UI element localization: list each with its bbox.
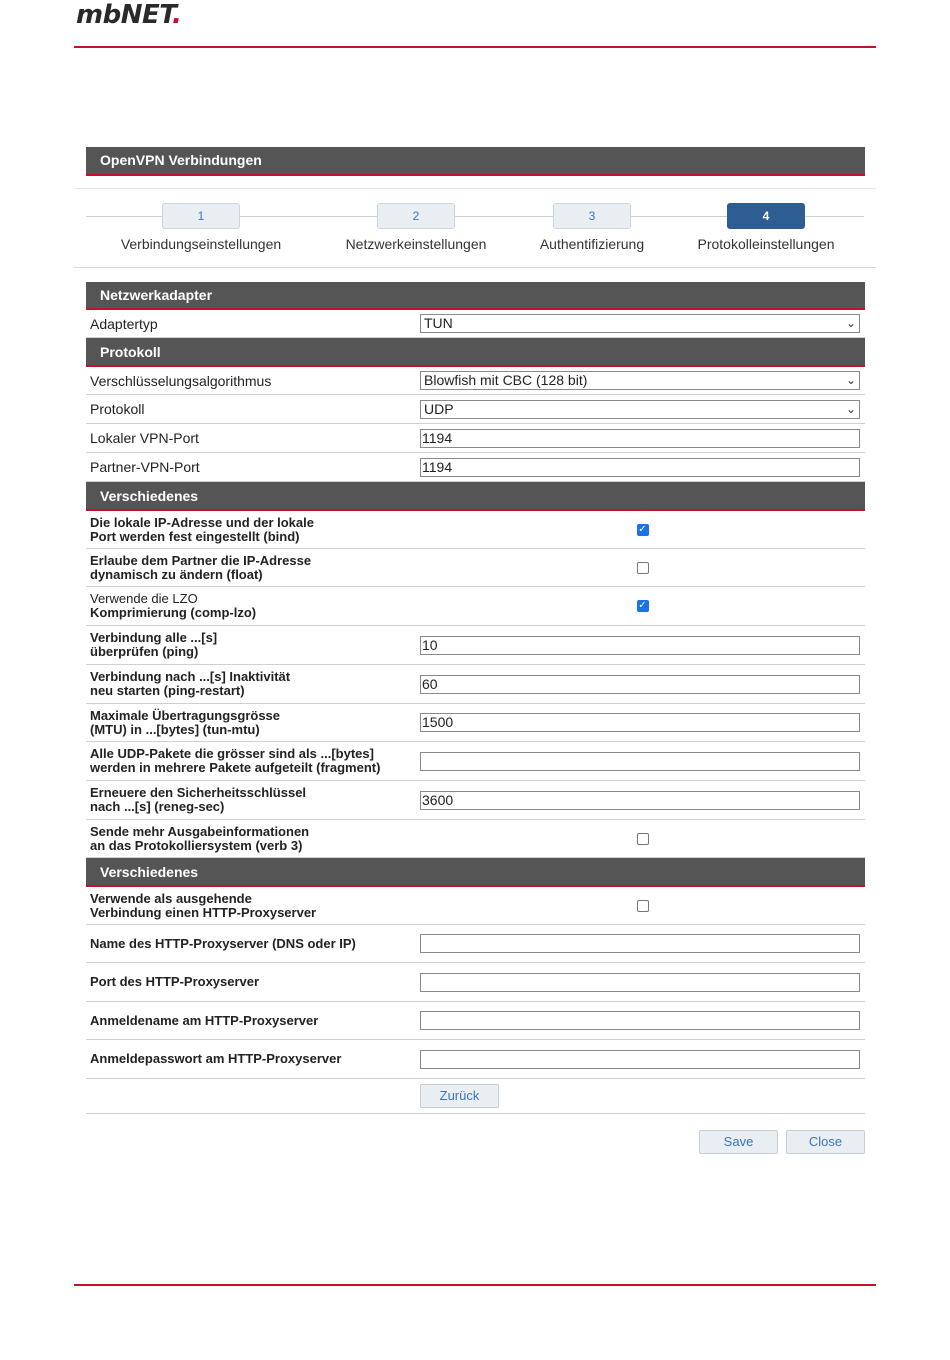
row-reneg [86, 781, 865, 820]
row-mtu [86, 704, 865, 742]
verb-checkbox[interactable] [637, 833, 649, 845]
field-label: Verbindung alle ...[s] überprüfen (ping) [90, 630, 218, 659]
row-proxy-port [86, 963, 865, 1002]
panel-title: OpenVPN Verbindungen [86, 147, 865, 176]
field-label: Anmeldename am HTTP-Proxyserver [90, 1012, 319, 1028]
row-cipher [86, 367, 865, 395]
lzo-checkbox[interactable]: ✓ [638, 600, 647, 611]
chevron-down-icon: ⌄ [845, 316, 856, 330]
step-label: Netzwerkeinstellungen [345, 236, 487, 252]
row-ping-restart [86, 665, 865, 704]
chevron-down-icon: ⌄ [845, 373, 856, 387]
field-label: Verbindung nach ...[s] Inaktivität neu starten (ping-restart) [90, 669, 291, 698]
field-label: Port des HTTP-Proxyserver [90, 974, 260, 989]
row-proxy-user [86, 1002, 865, 1040]
field-label: Alle UDP-Pakete die grösser sind als ...[bytes] werden in mehrere Pakete aufgeteilt (fragment) [90, 746, 381, 775]
save-button[interactable]: Save [699, 1130, 778, 1154]
cipher-select[interactable]: Blowfish mit CBC (128 bit) ⌄ [420, 371, 860, 390]
adaptertyp-select[interactable]: TUN ⌄ [420, 314, 860, 333]
step-label: Authentifizierung [539, 236, 645, 252]
proxy-pass-input[interactable] [420, 1050, 860, 1069]
ping-input[interactable]: 10 [420, 636, 860, 655]
step-label: Verbindungseinstellungen [120, 236, 282, 252]
partner-port-input[interactable]: 1194 [420, 458, 860, 477]
fragment-input[interactable] [420, 752, 860, 771]
proxy-name-input[interactable] [420, 934, 860, 953]
step-label: Protokolleinstellungen [697, 236, 835, 252]
ping-restart-input[interactable]: 60 [420, 675, 860, 694]
row-bind [86, 511, 865, 549]
mbnet-logo: mbNET. [76, 0, 182, 30]
row-partner-port [86, 453, 865, 482]
step-number[interactable]: 3 [553, 203, 631, 229]
row-adaptertyp [86, 310, 865, 338]
field-label: Name des HTTP-Proxyserver (DNS oder IP) [90, 935, 356, 951]
header-divider [74, 46, 876, 48]
row-local-port [86, 424, 865, 453]
settings-form [86, 282, 865, 1114]
section-protokoll: Protokoll [86, 338, 865, 367]
local-port-input[interactable]: 1194 [420, 429, 860, 448]
protokoll-select[interactable]: UDP ⌄ [420, 400, 860, 419]
proxy-port-input[interactable] [420, 973, 860, 992]
wizard-step-1[interactable] [101, 203, 301, 252]
mtu-input[interactable]: 1500 [420, 713, 860, 732]
wizard-step-3[interactable] [492, 203, 692, 252]
field-label: Partner-VPN-Port [90, 459, 200, 475]
step-number[interactable]: 4 [727, 203, 805, 229]
wizard-step-2[interactable] [316, 203, 516, 252]
field-label: Erneuere den Sicherheitsschlüssel nach ...[s] (reneg-sec) [90, 785, 307, 814]
wizard-steps [74, 188, 876, 268]
section-verschiedenes: Verschiedenes [86, 482, 865, 511]
row-proxy-pass [86, 1040, 865, 1079]
field-label: Protokoll [90, 401, 145, 417]
field-label: Erlaube dem Partner die IP-Adresse dynamisch zu ändern (float) [90, 552, 312, 582]
bind-checkbox[interactable]: ✓ [638, 523, 647, 535]
back-button[interactable]: Zurück [420, 1084, 499, 1108]
chevron-down-icon: ⌄ [845, 401, 856, 416]
field-label: Lokaler VPN-Port [90, 430, 199, 446]
field-label: Verwende als ausgehende Verbindung einen HTTP-Proxyserver [90, 890, 317, 920]
row-ping [86, 626, 865, 665]
use-proxy-checkbox[interactable] [637, 900, 649, 912]
reneg-input[interactable]: 3600 [420, 791, 860, 810]
field-label: Anmeldepasswort am HTTP-Proxyserver [90, 1051, 342, 1066]
footer-divider [74, 1284, 876, 1286]
proxy-user-input[interactable] [420, 1011, 860, 1030]
row-float [86, 549, 865, 587]
field-label: Adaptertyp [90, 315, 158, 332]
section-netzwerkadapter: Netzwerkadapter [86, 282, 865, 310]
step-number[interactable]: 1 [162, 203, 240, 229]
field-label: Verwende die LZO Komprimierung (comp-lzo) [90, 591, 257, 620]
field-label: Die lokale IP-Adresse und der lokale Port werden fest eingestellt (bind) [90, 514, 314, 544]
float-checkbox[interactable] [637, 562, 649, 574]
row-use-proxy [86, 887, 865, 925]
row-protokoll [86, 395, 865, 424]
section-verschiedenes-proxy: Verschiedenes [86, 858, 865, 887]
row-back [86, 1079, 865, 1114]
wizard-step-4[interactable] [666, 203, 866, 252]
field-label: Verschlüsselungsalgorithmus [90, 372, 272, 389]
step-number[interactable]: 2 [377, 203, 455, 229]
row-proxy-name [86, 925, 865, 963]
close-button[interactable]: Close [786, 1130, 865, 1154]
field-label: Sende mehr Ausgabeinformationen an das Protokolliersystem (verb 3) [90, 823, 310, 853]
row-lzo [86, 587, 865, 626]
row-fragment [86, 742, 865, 781]
field-label: Maximale Übertragungsgrösse (MTU) in ...[bytes] (tun-mtu) [90, 707, 281, 737]
row-verb [86, 820, 865, 858]
